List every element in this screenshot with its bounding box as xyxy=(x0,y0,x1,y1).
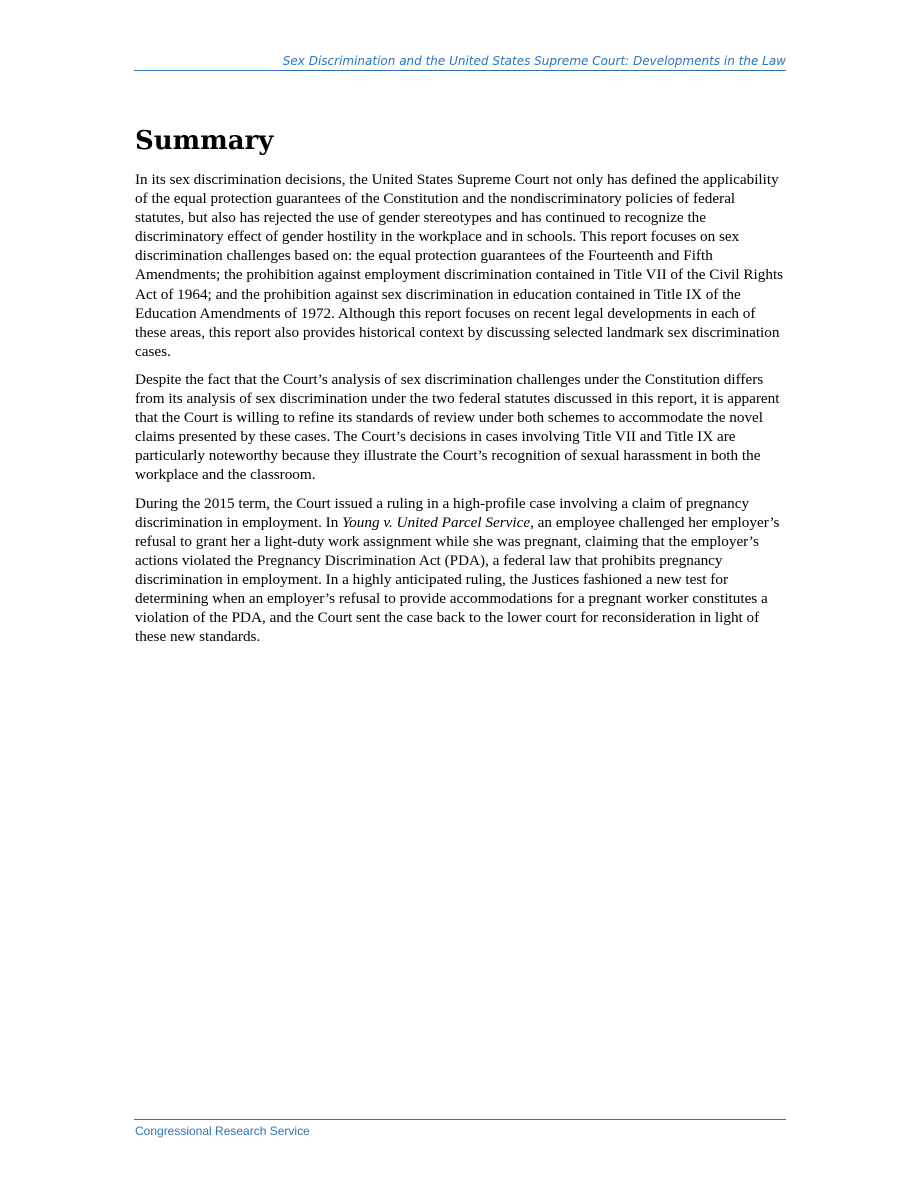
summary-section xyxy=(135,124,787,655)
summary-heading: Summary xyxy=(135,126,274,156)
summary-paragraph-2: Despite the fact that the Court’s analysis of sex discrimination challenges under the Constitution differs from its analysis of sex discrimination under the two federal statutes discussed in this report, it is apparent that the Court is willing to refine its standards of review under both schemes to accommodate the novel claims presented by these cases. The Court’s decisions in cases involving Title VII and Title IX are particularly noteworthy because they illustrate the Court’s recognition of sexual harassment in both the workplace and the classroom. xyxy=(135,370,780,484)
running-header-title: Sex Discrimination and the United States Supreme Court: Developments in the Law xyxy=(282,54,786,68)
summary-paragraph-3 xyxy=(135,494,787,647)
paragraph-3-text-after: , an employee challenged her employer’s refusal to grant her a light-duty work assignment while she was pregnant, claiming that the employer’s actions violated the Pregnancy Discrimination Act (PDA), a federal law that prohibits pregnancy discrimination in employment. In a highly anticipated ruling, the Justices fashioned a new test for determining when an employer’s refusal to provide accommodations for a pregnant worker constitutes a violation of the PDA, and the Court sent the case back to the lower court for reconsideration in light of these new standards. xyxy=(135,513,780,646)
paragraph-3-text-before: During the 2015 term, the Court issued a ruling in a high-profile case involving a claim of pregnancy discrimination in employment. In xyxy=(135,494,750,531)
summary-paragraph-1: In its sex discrimination decisions, the United States Supreme Court not only has defined the applicability of the equal protection guarantees of the Constitution and the nondiscriminatory policies of federal statutes, but also has rejected the use of gender stereotypes and has continued to recognize the discriminatory effect of gender hostility in the workplace and in schools. This report focuses on sex discrimination challenges based on: the equal protection guarantees of the Fourteenth and Fifth Amendments; the prohibition against employment discrimination contained in Title VII of the Civil Rights Act of 1964; and the prohibition against sex discrimination in education contained in Title IX of the Education Amendments of 1972. Although this report focuses on recent legal developments in each of these areas, this report also provides historical context by discussing selected landmark sex discrimination cases. xyxy=(135,171,784,360)
page-footer xyxy=(134,1119,786,1138)
case-name: Young v. United Parcel Service xyxy=(342,513,531,531)
footer-organization: Congressional Research Service xyxy=(135,1124,310,1138)
running-header xyxy=(134,54,786,71)
